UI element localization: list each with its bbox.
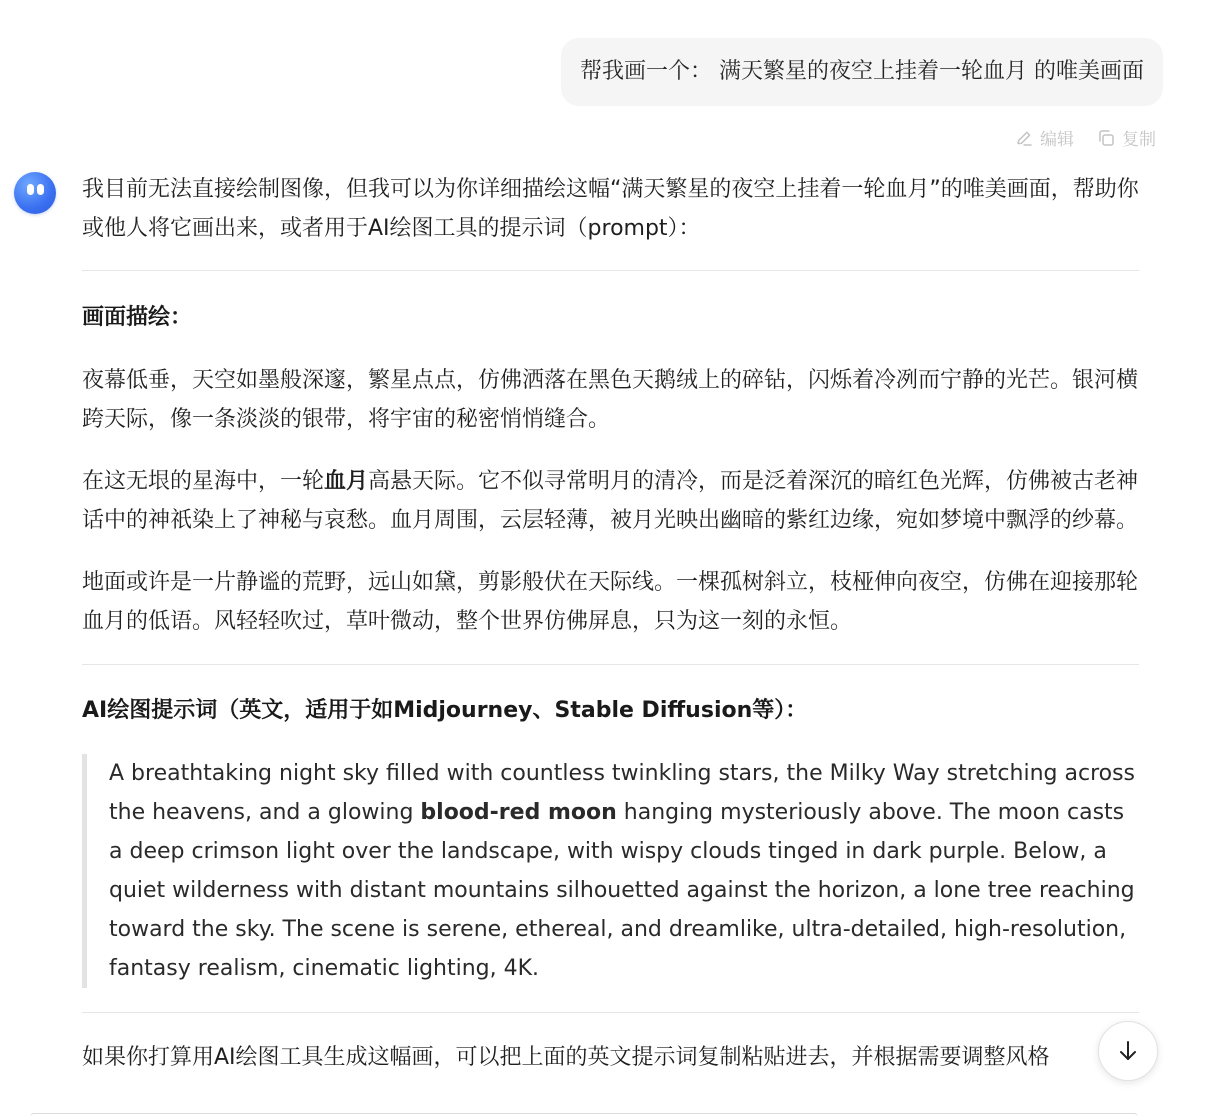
paragraph-2-text-a: 在这无垠的星海中，一轮 [82,469,325,494]
copy-icon [1096,128,1116,148]
prompt-text [109,754,1139,988]
avatar-eye-left [27,184,34,195]
blood-red-moon-bold: blood-red moon [420,800,617,825]
arrow-down-icon [1115,1038,1141,1064]
description-paragraph-1: 夜幕低垂，天空如墨般深邃，繁星点点，仿佛洒落在黑色天鹅绒上的碎钻，闪烁着冷冽而宁静的光芒。银河横跨天际，像一条淡淡的银带，将宇宙的秘密悄悄缝合。 [82,368,1139,432]
description-heading: 画面描绘： [82,305,193,330]
input-area-edge [30,1113,1138,1117]
copy-label: 复制 [1122,130,1156,150]
description-paragraph-2 [82,462,1139,540]
edit-label: 编辑 [1040,130,1074,150]
assistant-intro: 我目前无法直接绘制图像，但我可以为你详细描绘这幅“满天繁星的夜空上挂着一轮血月”的唯美画面，帮助你或他人将它画出来，或者用于AI绘图工具的提示词（prompt）： [82,177,1139,241]
divider [82,270,1139,271]
user-message-text: 帮我画一个： 满天繁星的夜空上挂着一轮血月 的唯美画面 [580,59,1144,84]
assistant-avatar-icon [14,172,56,214]
paragraph-2-text-b: 高悬天际。它不似寻常明月的清冷，而是泛着深沉的暗红色光辉，仿佛被古老神话中的神祇染上了神秘与哀愁。血月周围，云层轻薄，被月光映出幽暗的紫红边缘，宛如梦境中飘浮的纱幕。 [82,469,1139,533]
closing-paragraph: 如果你打算用AI绘图工具生成这幅画，可以把上面的英文提示词复制粘贴进去，并根据需要调整风格 [82,1045,1050,1070]
user-message-actions [1014,125,1156,150]
edit-icon [1014,128,1034,148]
scroll-to-bottom-button[interactable] [1098,1021,1158,1081]
description-paragraph-3: 地面或许是一片静谧的荒野，远山如黛，剪影般伏在天际线。一棵孤树斜立，枝桠伸向夜空，仿佛在迎接那轮血月的低语。风轻轻吹过，草叶微动，整个世界仿佛屏息，只为这一刻的永恒。 [82,570,1139,634]
prompt-heading: AI绘图提示词（英文，适用于如Midjourney、Stable Diffusion等）： [82,698,808,723]
divider [82,664,1139,665]
copy-button[interactable] [1096,125,1156,150]
prompt-text-a: A breathtaking night sky filled with countless twinkling stars, the Milky Way stretching across the heavens, and a glowing [109,761,1136,825]
avatar-eye-right [37,184,44,195]
user-message-bubble [561,38,1163,106]
prompt-text-b: hanging mysteriously above. The moon casts a deep crimson light over the landscape, with wispy clouds tinged in dark purple. Below, a quiet wilderness with distant mountains silhouetted against the horizon, a lone tree reaching toward the sky. The scene is serene, ethereal, and dreamlike, ultra-detailed, high-resolution, fantasy realism, cinematic lighting, 4K. [109,800,1135,981]
prompt-blockquote [82,754,1139,988]
blood-moon-bold: 血月 [324,469,369,494]
divider [82,1012,1139,1013]
edit-button[interactable] [1014,125,1074,150]
assistant-message [82,170,1139,1077]
